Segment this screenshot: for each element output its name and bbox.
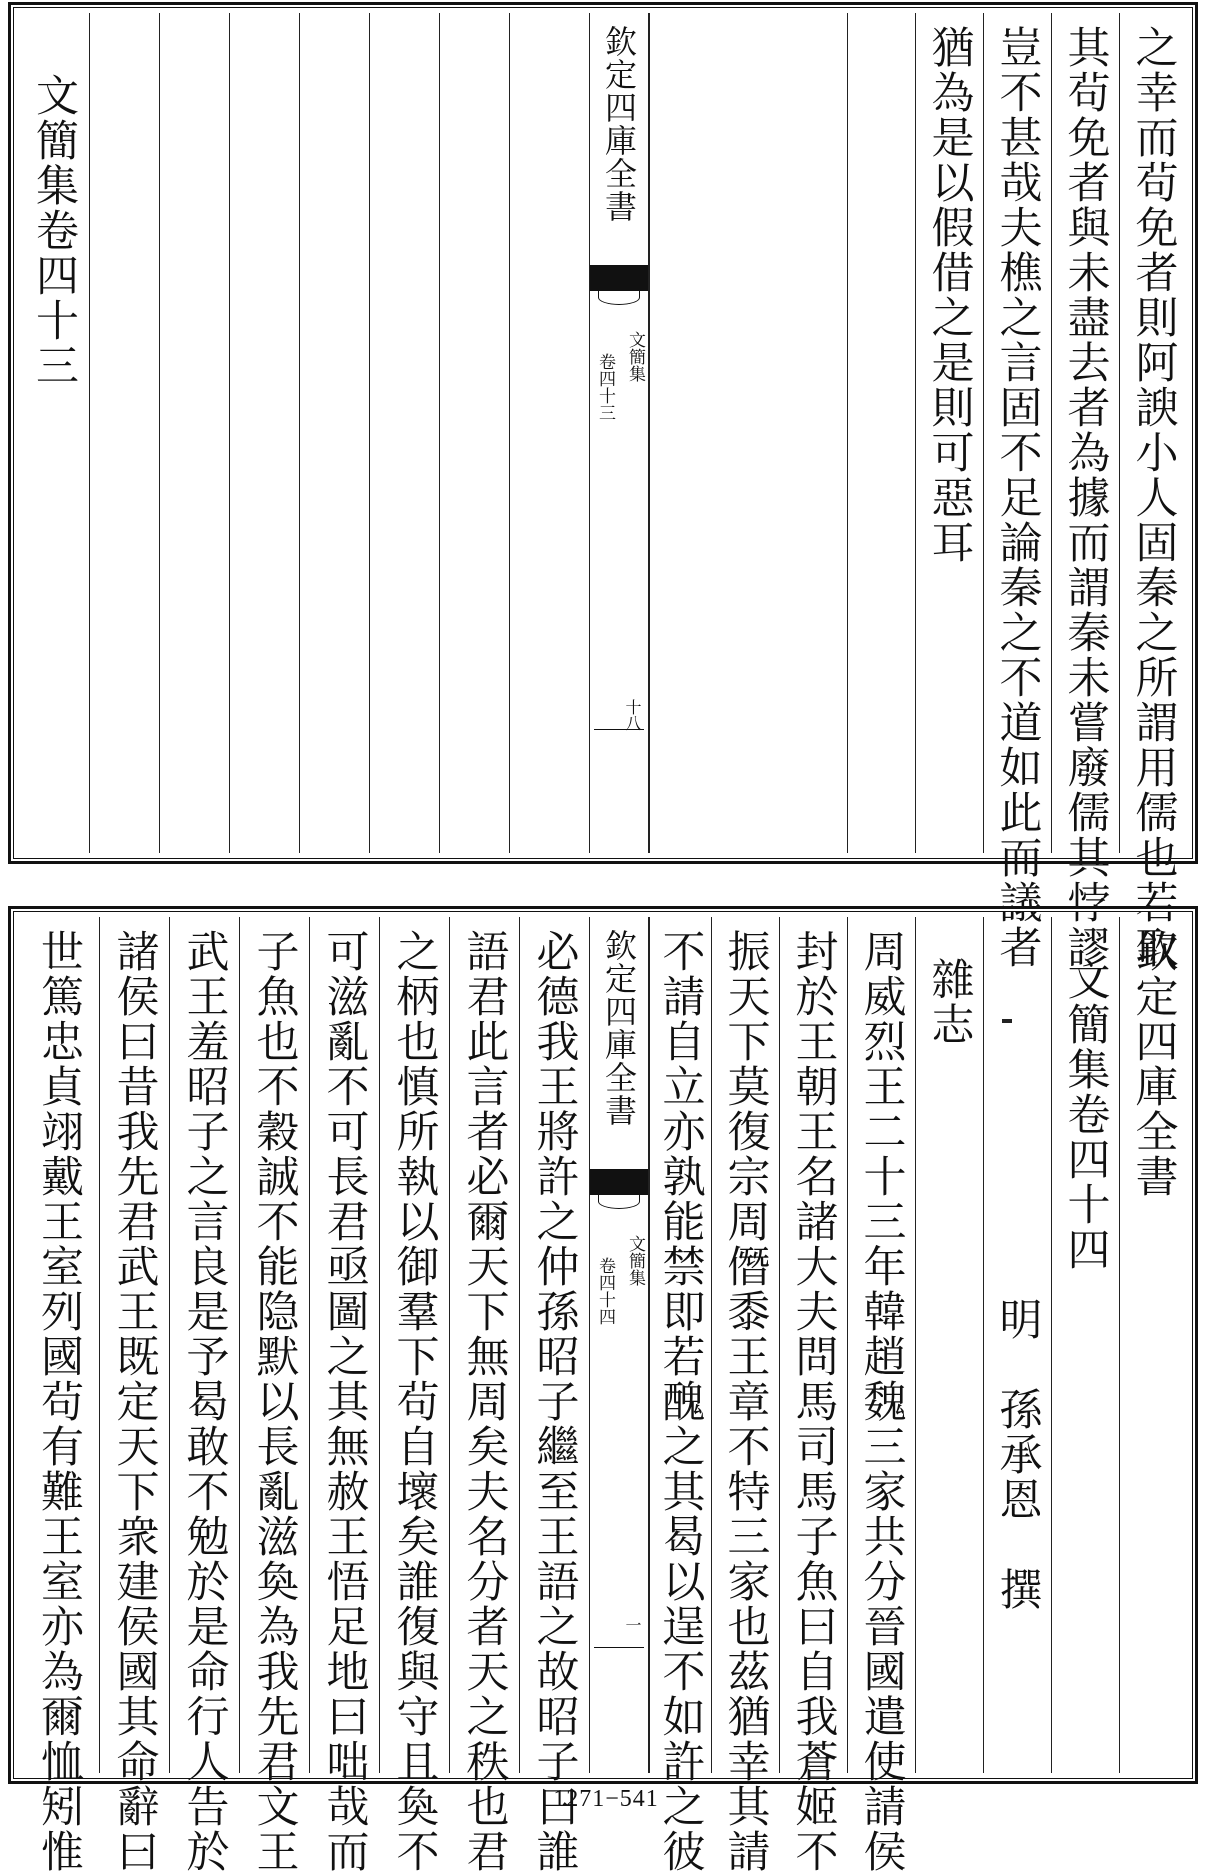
column-text: 猶為是以假借之是則可惡耳 [924,25,975,565]
text-column [983,13,1051,970]
fold-volume: 卷四十三 [595,353,615,421]
author-line: 明 孫承恩 撰 [992,1297,1043,1612]
empty-column [509,13,589,853]
text-column [99,917,169,1874]
column-text: 武王羞昭子之言良是予曷敢不勉於是命行人告於 [179,929,230,1874]
section-heading: 雜志 [924,957,975,1047]
text-column [449,917,519,1874]
folio-number: 一 [623,1617,642,1633]
book-title: 欽定四庫全書 [600,929,638,1127]
fold-column [589,13,649,853]
text-column [915,13,983,853]
empty-column-wide [649,13,847,853]
column-text: 其茍免者與未盡去者為據而謂秦未嘗廢儒其悖謬 [1060,25,1111,970]
book-title: 欽定四庫全書 [600,25,638,223]
page-footer-number: 1271−541 [553,1786,659,1812]
header-column [1119,917,1187,1773]
book-header: 欽定四庫全書 [1128,929,1179,1199]
empty-column [159,13,229,853]
column-text: 之幸而茍免者則阿諛小人固秦之所謂用儒也若取 [1128,25,1179,970]
text-column [1051,13,1119,970]
column-text: 周威烈王二十三年韓趙魏三家共分晉國遣使請侯 [856,929,907,1874]
section-column [915,917,983,1773]
empty-column [229,13,299,853]
column-text: 振天下莫復宗周僭黍王章不特三家也茲猶幸其請 [720,929,771,1874]
column-text: 世篤忠貞翊戴王室列國茍有難王室亦為爾恤矧惟 [34,929,84,1874]
fold-volume: 卷四十四 [595,1257,615,1325]
fold-footer [594,729,644,750]
fold-collection-title: 文簡集 [625,331,645,382]
text-column [711,917,779,1874]
empty-column [89,13,159,853]
empty-column [439,13,509,853]
fold-footer [594,1647,644,1668]
empty-column [847,13,915,853]
empty-column [299,13,369,853]
fishtail-mark [590,265,648,291]
text-column [379,917,449,1874]
column-text: 之柄也慎所執以御羣下茍自壞矣誰復與守且奐不 [389,929,440,1874]
text-column [779,917,847,1874]
volume-title-column [1051,917,1119,1773]
fold-column [589,917,649,1773]
title-column [19,13,89,853]
text-column [649,917,711,1874]
fishtail-mark [590,1169,648,1195]
text-column [239,917,309,1874]
text-column [847,917,915,1874]
volume-end-title: 文簡集卷四十三 [29,73,79,388]
empty-column [369,13,439,853]
column-text: 諸侯曰昔我先君武王既定天下衆建侯國其命辭曰 [109,929,160,1874]
column-text: 封於王朝王名諸大夫問馬司馬子魚曰自我蒼姬不 [788,929,839,1874]
top-page [8,2,1198,970]
column-text: 子魚也不穀誠不能隐默以長亂滋奐為我先君文王 [249,929,300,1874]
fold-collection-title: 文簡集 [625,1235,645,1286]
dash-mark [1002,1019,1012,1023]
text-column [19,917,99,1874]
column-text: 不請自立亦孰能禁即若醜之其曷以逞不如許之彼 [655,929,706,1874]
column-text: 可滋亂不可長君亟圖之其無赦王悟足地曰咄哉而 [319,929,370,1874]
text-column [1119,13,1187,970]
volume-title: 文簡集卷四十四 [1060,957,1111,1272]
author-column [983,917,1051,1773]
column-text: 必德我王將許之仲孫昭子繼至王語之故昭子曰誰 [529,929,580,1874]
text-column [519,917,589,1874]
column-text: 語君此言者必爾天下無周矣夫名分者天之秩也君 [459,929,510,1874]
folio-number: 十八 [623,699,642,731]
column-text: 豈不甚哉夫樵之言固不足論秦之不道如此而議者 [992,25,1043,970]
text-column [169,917,239,1874]
text-column [309,917,379,1874]
